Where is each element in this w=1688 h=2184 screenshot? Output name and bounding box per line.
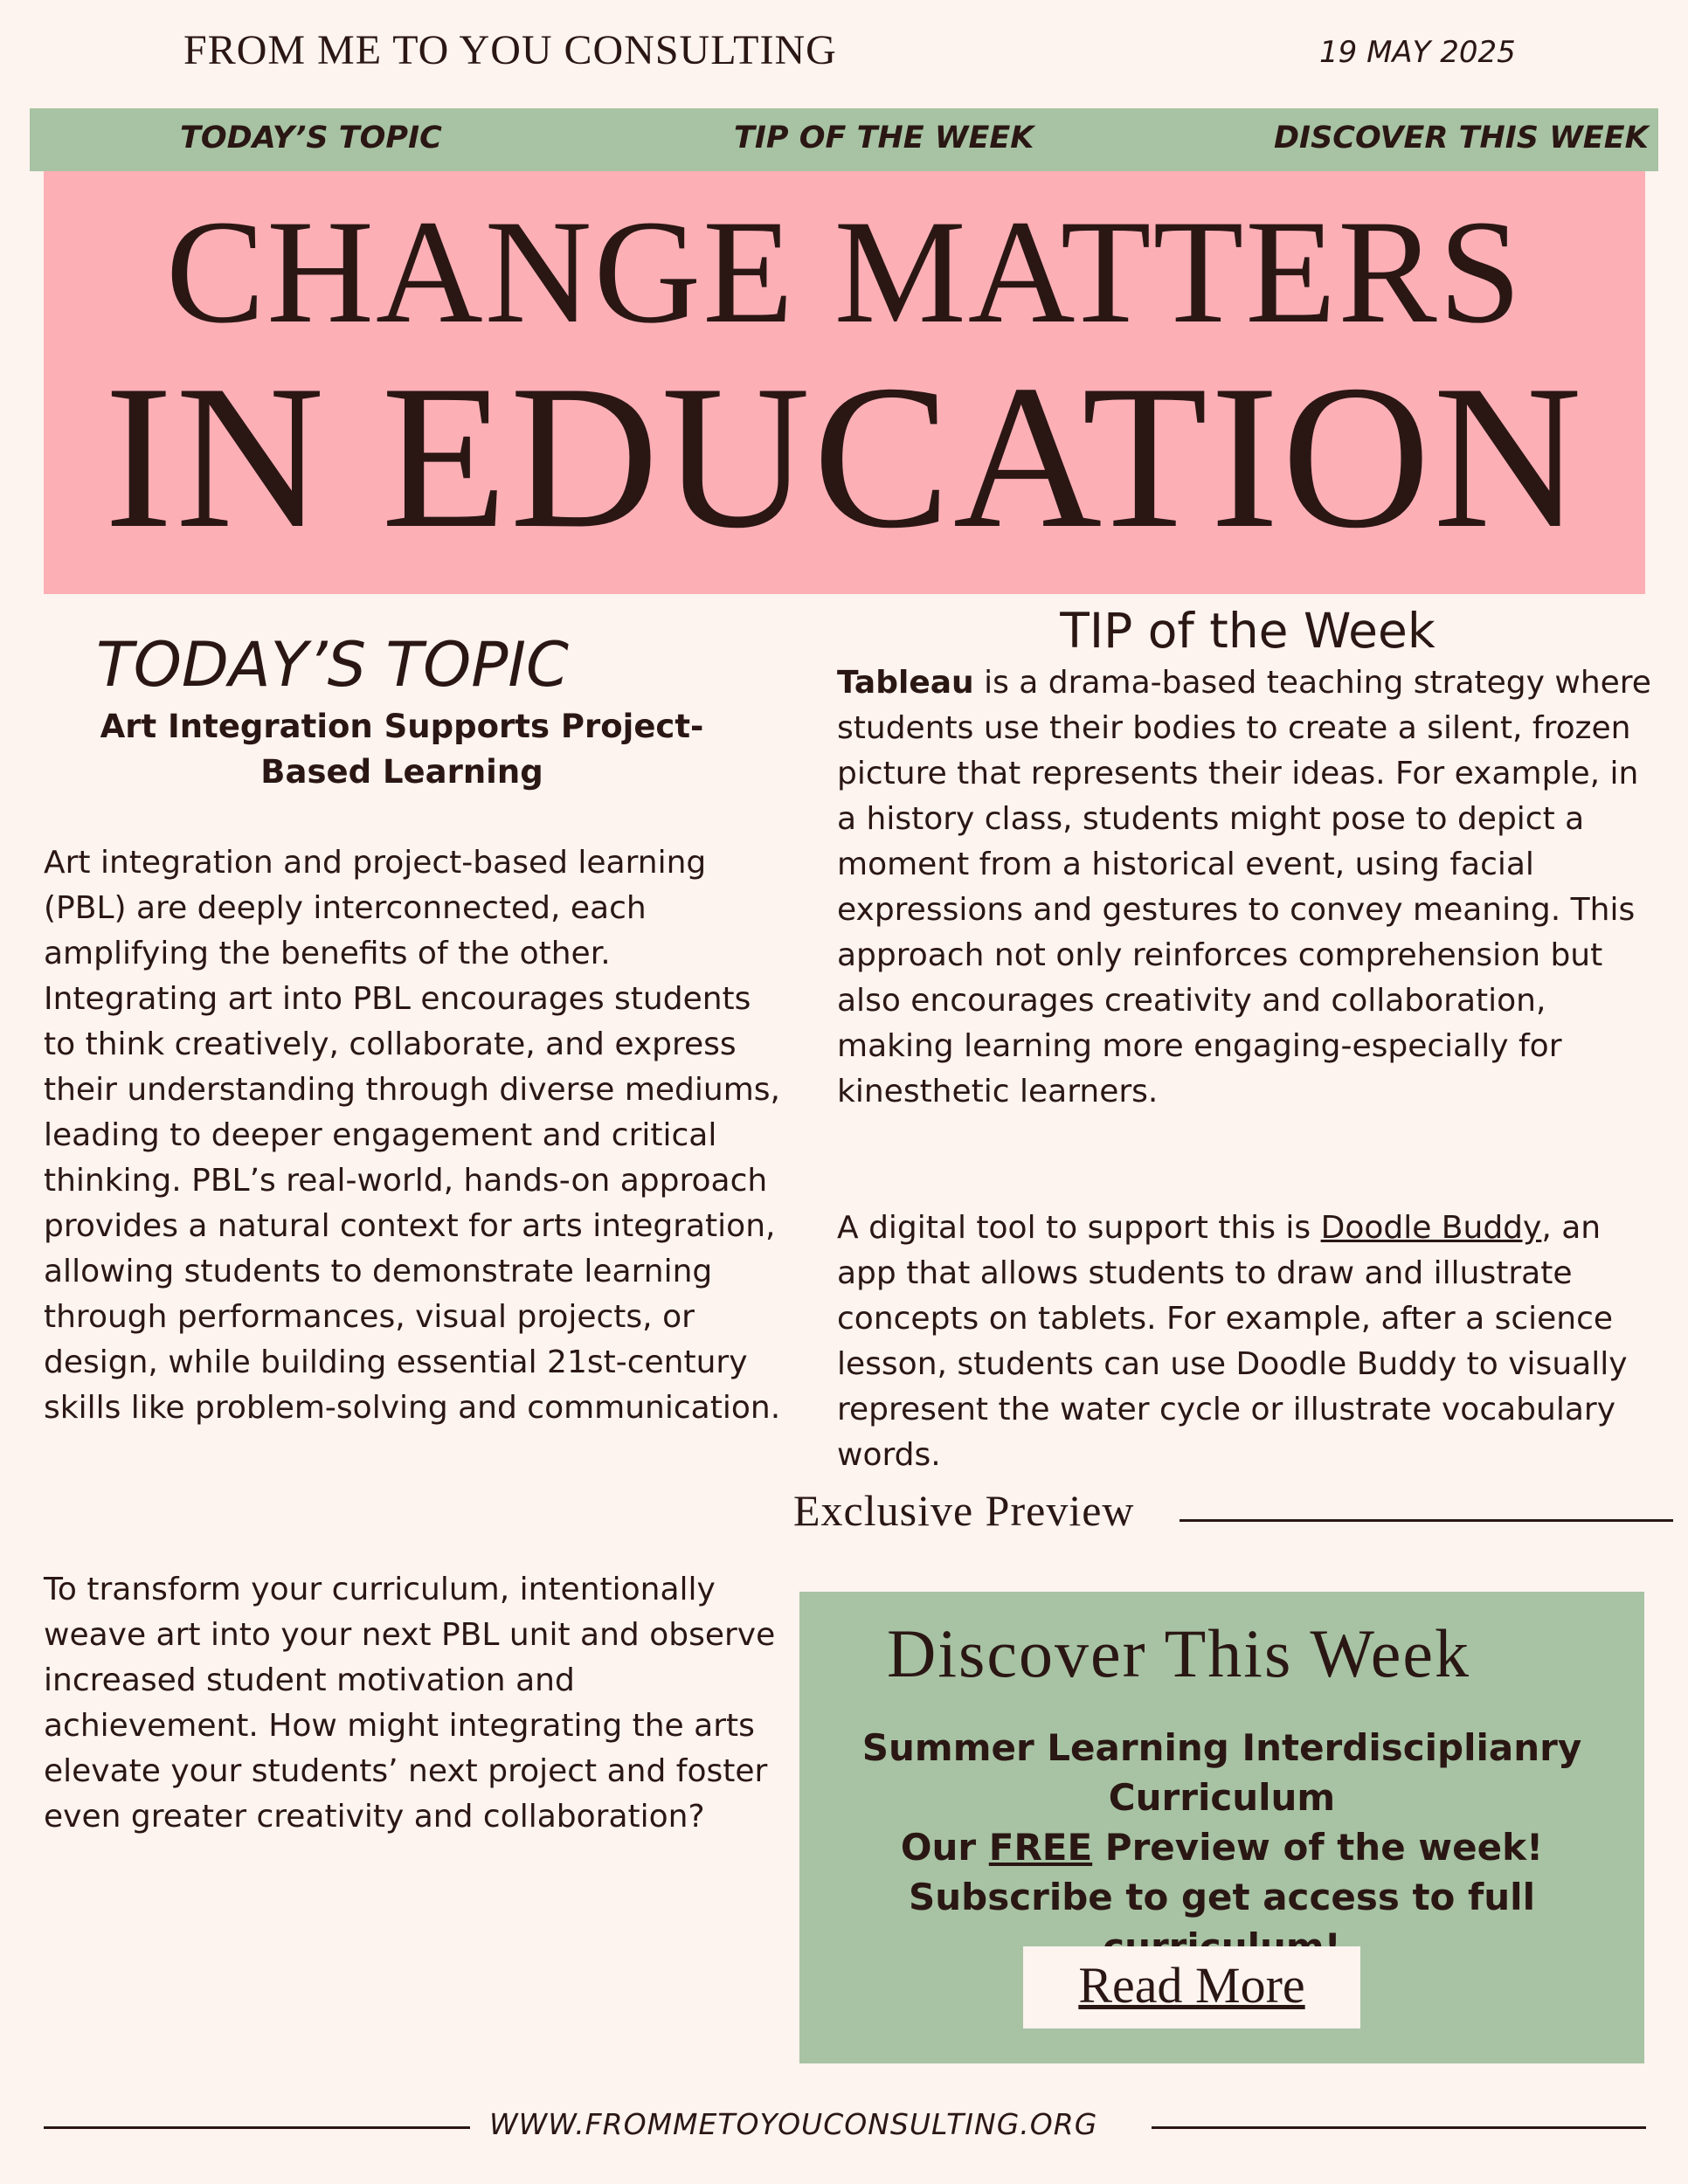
nav-item-tip-of-the-week[interactable]: TIP OF THE WEEK <box>734 121 1034 156</box>
nav-item-discover-this-week[interactable]: DISCOVER THIS WEEK <box>1274 121 1649 156</box>
discover-offer-text: Preview of the week! Subscribe to get access to full <box>909 1826 1544 1918</box>
issue-date: 19 MAY 2025 <box>1319 35 1516 70</box>
brand-name: FROM ME TO YOU CONSULTING <box>183 27 837 73</box>
todays-topic-paragraph-2: To transform your curriculum, intentionally weave art into your next PBL unit and observe increased student motivation and achievement. How might integrating the arts elevate your students’ next project and foster even greater creativity and collaboration? <box>44 1572 776 1835</box>
nav-item-todays-topic[interactable]: TODAY’S TOPIC <box>180 121 442 156</box>
tip-paragraph-1-text: is a drama-based teaching strategy where students use their bodies to create a silent, frozen picture that represents their ideas. For example, in a history class, students might pose to depict a moment from a historical event, using facial expressions and gestures to convey meaning. This approach not only reinforces comprehension but also encourages creativity and collaboration, making learning more engaging-especially for kinesthetic learners. <box>837 665 1651 1109</box>
todays-topic-paragraph-1: Art integration and project-based learning (PBL) are deeply interconnected, each amplifying the benefits of the other. Integrating art into PBL encourages students to think creatively, collaborate, and express their understanding through diverse mediums, leading to deeper engagement and critical thinking. PBL’s real-world, hands-on approach provides a natural context for arts integration, allowing students to demonstrate learning through performances, visual projects, or design, while building essential 21st-century skills like problem-solving and communication. <box>44 845 781 1426</box>
tip-paragraph-2 <box>837 1206 1658 1478</box>
doodle-buddy-link[interactable]: Doodle Buddy <box>1320 1210 1542 1246</box>
discover-curriculum-name: Summer Learning Interdisciplianry Curriculum <box>861 1726 1582 1819</box>
exclusive-preview-label: Exclusive Preview <box>793 1486 1135 1535</box>
read-more-button[interactable]: Read More <box>1023 1946 1360 2028</box>
discover-offer-prefix: Our <box>900 1826 989 1869</box>
hero-title-line-1: CHANGE MATTERS <box>165 190 1524 354</box>
section-nav-bar <box>30 108 1658 171</box>
preview-divider <box>1180 1519 1673 1522</box>
footer-rule-right <box>1152 2126 1646 2129</box>
discover-panel <box>799 1592 1644 2063</box>
footer-rule-left <box>44 2126 470 2129</box>
hero-title-line-2: IN EDUCATION <box>104 343 1585 571</box>
discover-title: Discover This Week <box>887 1615 1471 1691</box>
tip-paragraph-2-intro: A digital tool to support this is <box>837 1210 1321 1246</box>
todays-topic-subheading: Art Integration Supports Project-Based Learning <box>100 708 704 791</box>
tip-heading: TIP of the Week <box>1060 603 1435 659</box>
todays-topic-heading: TODAY’S TOPIC <box>96 629 569 701</box>
tip-paragraph-2-text: , an app that allows students to draw and illustrate concepts on tablets. For example, after a science lesson, students can use Doodle Buddy to visually represent the water cycle or illustrate vocabulary words. <box>837 1210 1628 1473</box>
tip-paragraph-1 <box>837 660 1658 1115</box>
free-label: FREE <box>988 1826 1093 1869</box>
hero-banner <box>44 171 1645 594</box>
tip-term: Tableau <box>837 665 974 701</box>
footer-website-link[interactable]: WWW.FROMMETOYOUCONSULTING.ORG <box>489 2107 1098 2141</box>
discover-description <box>799 1723 1644 1972</box>
